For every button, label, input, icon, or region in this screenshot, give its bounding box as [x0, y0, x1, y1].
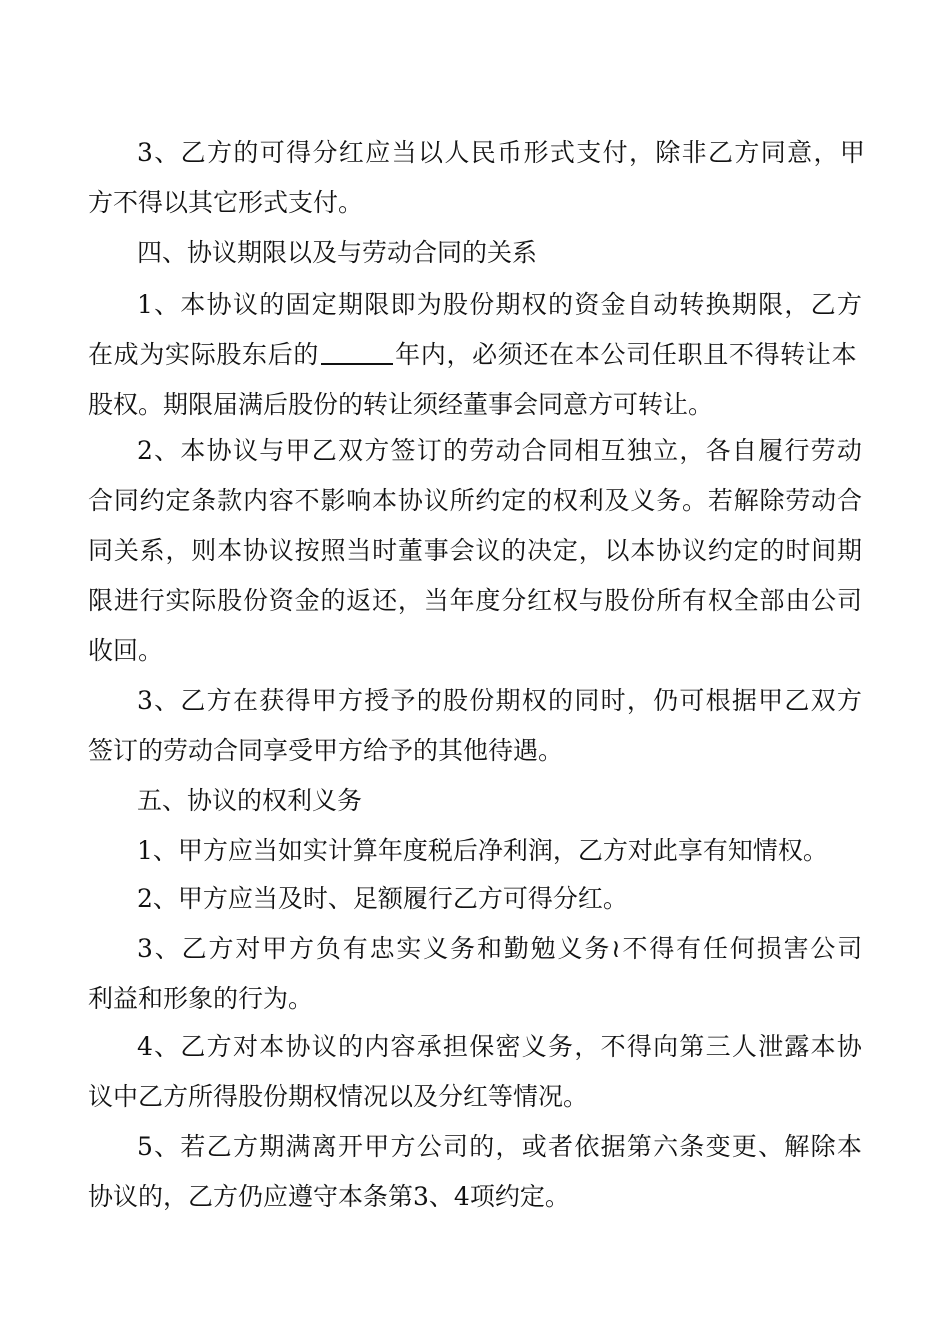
para-5-3-line-2: 利益和形象的行为。: [88, 984, 314, 1013]
para-5-2: 2、甲方应当及时、足额履行乙方可得分红。: [137, 884, 628, 913]
para-4-1-line-2: [88, 330, 857, 380]
para-4-2-line-3: 同关系，则本协议按照当时董事会议的决定，以本协议约定的时间期: [88, 536, 863, 565]
para-4-3-line-1: 3、乙方在获得甲方授予的股份期权的同时，仍可根据甲乙双方: [137, 686, 864, 715]
fill-in-blank[interactable]: [321, 343, 393, 365]
para-4-2-line-5: 收回。: [88, 636, 164, 665]
para-4-2-line-1: 2、本协议与甲乙双方签订的劳动合同相互独立，各自履行劳动: [137, 436, 864, 465]
para-4-1-line-3: 股权。期限届满后股份的转让须经董事会同意方可转让。: [88, 390, 714, 419]
para-4-1-line-2-before: 在成为实际股东后的: [88, 340, 320, 369]
para-5-4-line-1: 4、乙方对本协议的内容承担保密义务，不得向第三人泄露本协: [137, 1032, 864, 1061]
para-4-1-line-2-after: 年内，必须还在本公司任职且不得转让本: [395, 340, 858, 369]
para-5-5-line-2: 协议的，乙方仍应遵守本条第3、4项约定。: [88, 1182, 570, 1211]
para-4-2-line-2: 合同约定条款内容不影响本协议所约定的权利及义务。若解除劳动合: [88, 486, 863, 515]
section-heading-4: 四、协议期限以及与劳动合同的关系: [137, 238, 538, 267]
para-4-2-line-4: 限进行实际股份资金的返还，当年度分红权与股份所有权全部由公司: [88, 586, 863, 615]
para-4-1-line-1: 1、本协议的固定期限即为股份期权的资金自动转换期限，乙方: [137, 290, 864, 319]
para-5-5-line-1: 5、若乙方期满离开甲方公司的，或者依据第六条变更、解除本: [137, 1132, 864, 1161]
para-5-3-line-1: 3、乙方对甲方负有忠实义务和勤勉义务≀不得有任何损害公司: [137, 934, 865, 963]
para-5-4-line-2: 议中乙方所得股份期权情况以及分红等情况。: [88, 1082, 589, 1111]
para-3-dividend-line-1: 3、乙方的可得分红应当以人民币形式支付，除非乙方同意，甲: [137, 138, 867, 167]
section-heading-5: 五、协议的权利义务: [137, 786, 363, 815]
para-3-dividend-line-2: 方不得以其它形式支付。: [88, 188, 364, 217]
para-4-3-line-2: 签订的劳动合同享受甲方给予的其他待遇。: [88, 736, 564, 765]
para-5-1: 1、甲方应当如实计算年度税后净利润，乙方对此享有知情权。: [137, 836, 828, 865]
